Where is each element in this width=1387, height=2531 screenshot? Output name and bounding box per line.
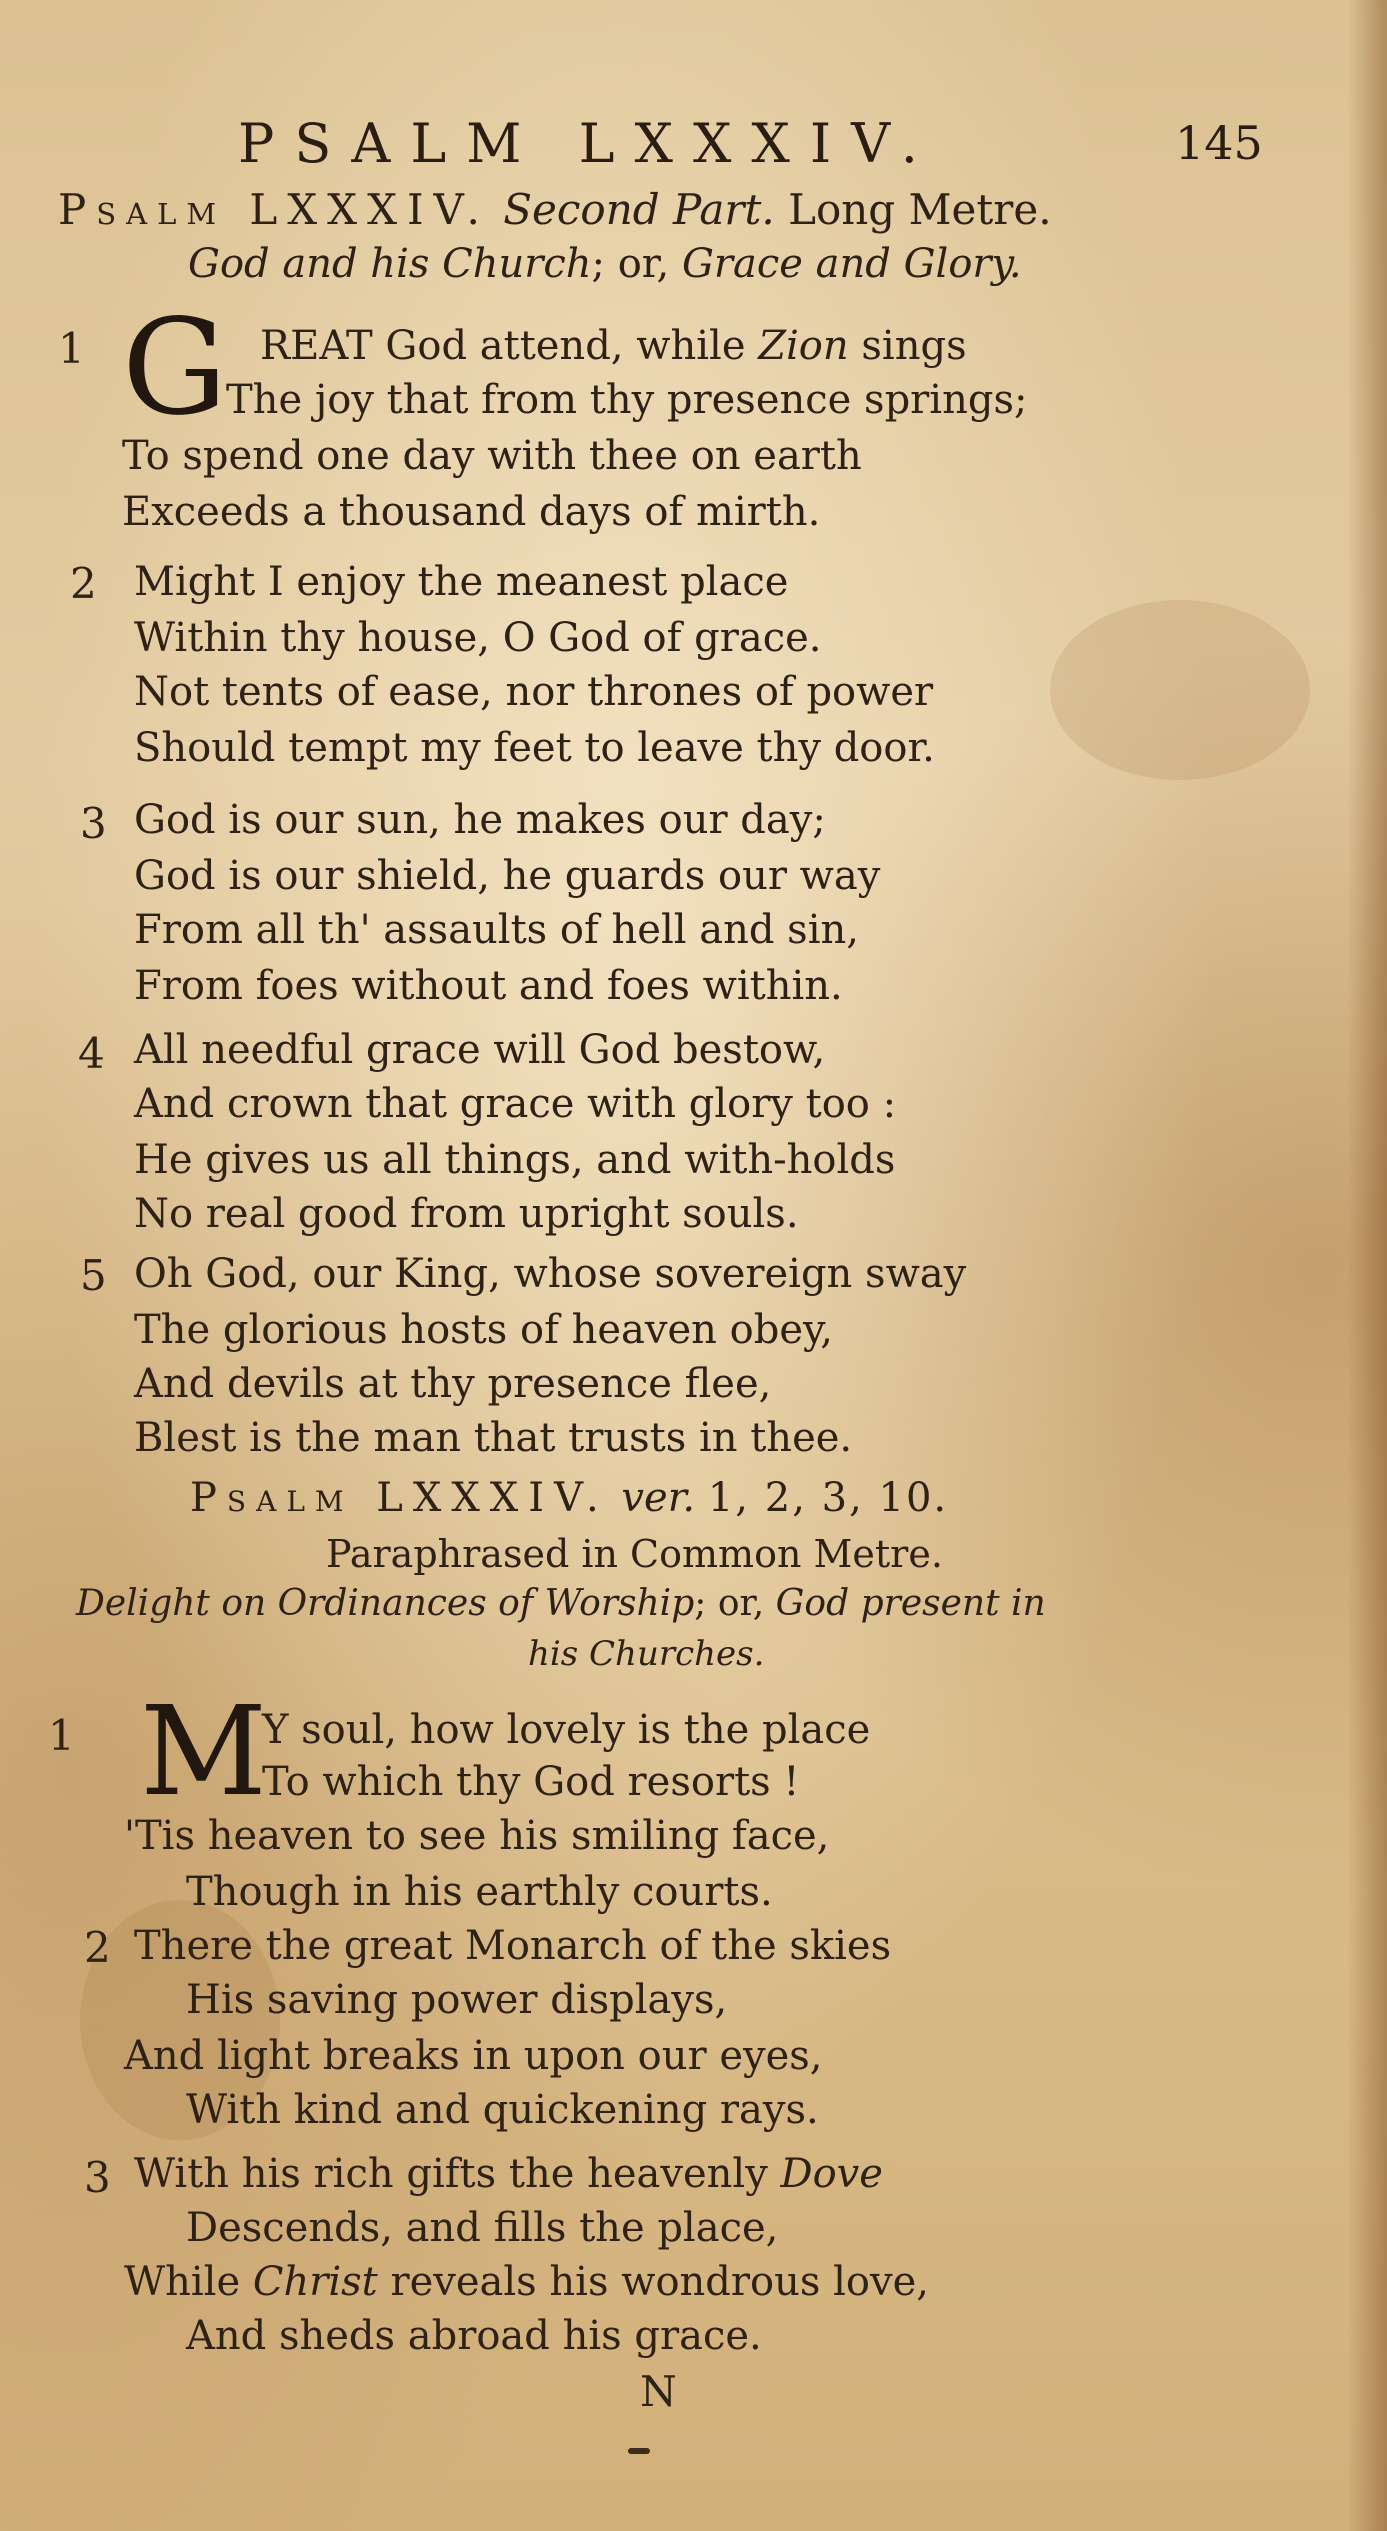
subtitle-connector: ; or, <box>694 1583 765 1624</box>
verse-line: 'Tis heaven to see his smiling face, <box>124 1813 830 1859</box>
subtitle-connector: ; or, <box>591 241 670 287</box>
verse-line: All needful grace will God bestow, <box>134 1027 826 1073</box>
running-head-title: PSALM LXXXIV. <box>238 112 938 175</box>
verse-line: From foes without and foes within. <box>134 963 843 1009</box>
signature-mark: N <box>640 2367 677 2416</box>
section-subtitle-paraphrase <box>76 1580 1046 1628</box>
verse-line: The glorious hosts of heaven obey, <box>134 1307 833 1353</box>
metre-label: Long Metre. <box>788 185 1052 234</box>
verse-number: 2 <box>84 1923 111 1972</box>
verse-number: 1 <box>48 1711 75 1760</box>
subtitle-italic: Grace and Glory. <box>681 241 1022 287</box>
verse-line: There the great Monarch of the skies <box>134 1923 892 1969</box>
verse-line: With kind and quickening rays. <box>186 2087 819 2133</box>
verse-line: No real good from upright souls. <box>134 1191 799 1237</box>
section-heading-second-part <box>58 186 1052 234</box>
section-subtitle-second-part <box>188 240 1022 288</box>
verse-line: Should tempt my feet to leave thy door. <box>134 725 935 771</box>
subtitle-italic: God and his Church <box>188 241 592 287</box>
verse-line: Exceeds a thousand days of mirth. <box>122 489 821 535</box>
psalm-label: Psalm LXXXIV. <box>58 185 490 234</box>
verse-line: And crown that grace with glory too : <box>134 1081 897 1127</box>
drop-capital: M <box>140 1680 267 1824</box>
verse-line: Within thy house, O God of grace. <box>134 615 822 661</box>
ink-blot <box>628 2448 650 2454</box>
section-heading-paraphrase <box>190 1474 948 1522</box>
verse-line: To which thy God resorts ! <box>262 1759 800 1805</box>
verse-line: God is our sun, he makes our day; <box>134 797 826 843</box>
psalm-label: Psalm LXXXIV. <box>190 1475 609 1521</box>
verse-line: God is our shield, he guards our way <box>134 853 881 899</box>
verse-line: The joy that from thy presence springs; <box>226 377 1028 423</box>
subtitle-italic: Delight on Ordinances of Worship <box>76 1583 695 1624</box>
verse-line: To spend one day with thee on earth <box>122 433 862 479</box>
subtitle-italic: God present in <box>775 1583 1046 1624</box>
verse-line: And devils at thy presence flee, <box>134 1361 772 1407</box>
verse-line: Descends, and fills the place, <box>186 2205 779 2251</box>
running-header <box>0 112 1387 175</box>
verse-number: 4 <box>78 1029 105 1078</box>
verse-number: 3 <box>80 799 107 848</box>
verse-line: Not tents of ease, nor thrones of power <box>134 669 934 715</box>
section-subtitle-continued: his Churches. <box>528 1634 765 1674</box>
verse-number: 1 <box>58 324 85 373</box>
paper-stain <box>1050 600 1310 780</box>
part-label: Second Part. <box>503 185 775 234</box>
verse-line: And sheds abroad his grace. <box>186 2313 762 2359</box>
page-edge-shadow <box>1347 0 1387 2531</box>
verse-line: From all th' assaults of hell and sin, <box>134 907 859 953</box>
verse-number: 5 <box>80 1251 107 1300</box>
verse-ref-label: ver. <box>621 1475 696 1521</box>
verse-line: Blest is the man that trusts in thee. <box>134 1415 853 1461</box>
verse-number: 2 <box>70 559 97 608</box>
drop-capital: G <box>122 291 228 445</box>
verse-ref-numbers: 1, 2, 3, 10. <box>707 1475 949 1521</box>
verse-line: Oh God, our King, whose sovereign sway <box>134 1251 967 1297</box>
section-heading-metre: Paraphrased in Common Metre. <box>326 1532 943 1576</box>
verse-line: With his rich gifts the heavenly Dove <box>134 2151 883 2197</box>
verse-line: Might I enjoy the meanest place <box>134 559 789 605</box>
verse-line: His saving power displays, <box>186 1977 728 2023</box>
verse-line: While Christ reveals his wondrous love, <box>124 2259 929 2305</box>
page-number: 145 <box>1175 116 1263 170</box>
verse-line: Though in his earthly courts. <box>186 1869 773 1915</box>
verse-line: Y soul, how lovely is the place <box>262 1707 871 1753</box>
verse-line: And light breaks in upon our eyes, <box>124 2033 823 2079</box>
verse-line: REAT God attend, while Zion sings <box>260 323 967 369</box>
verse-number: 3 <box>84 2153 111 2202</box>
verse-line: He gives us all things, and with-holds <box>134 1137 896 1183</box>
